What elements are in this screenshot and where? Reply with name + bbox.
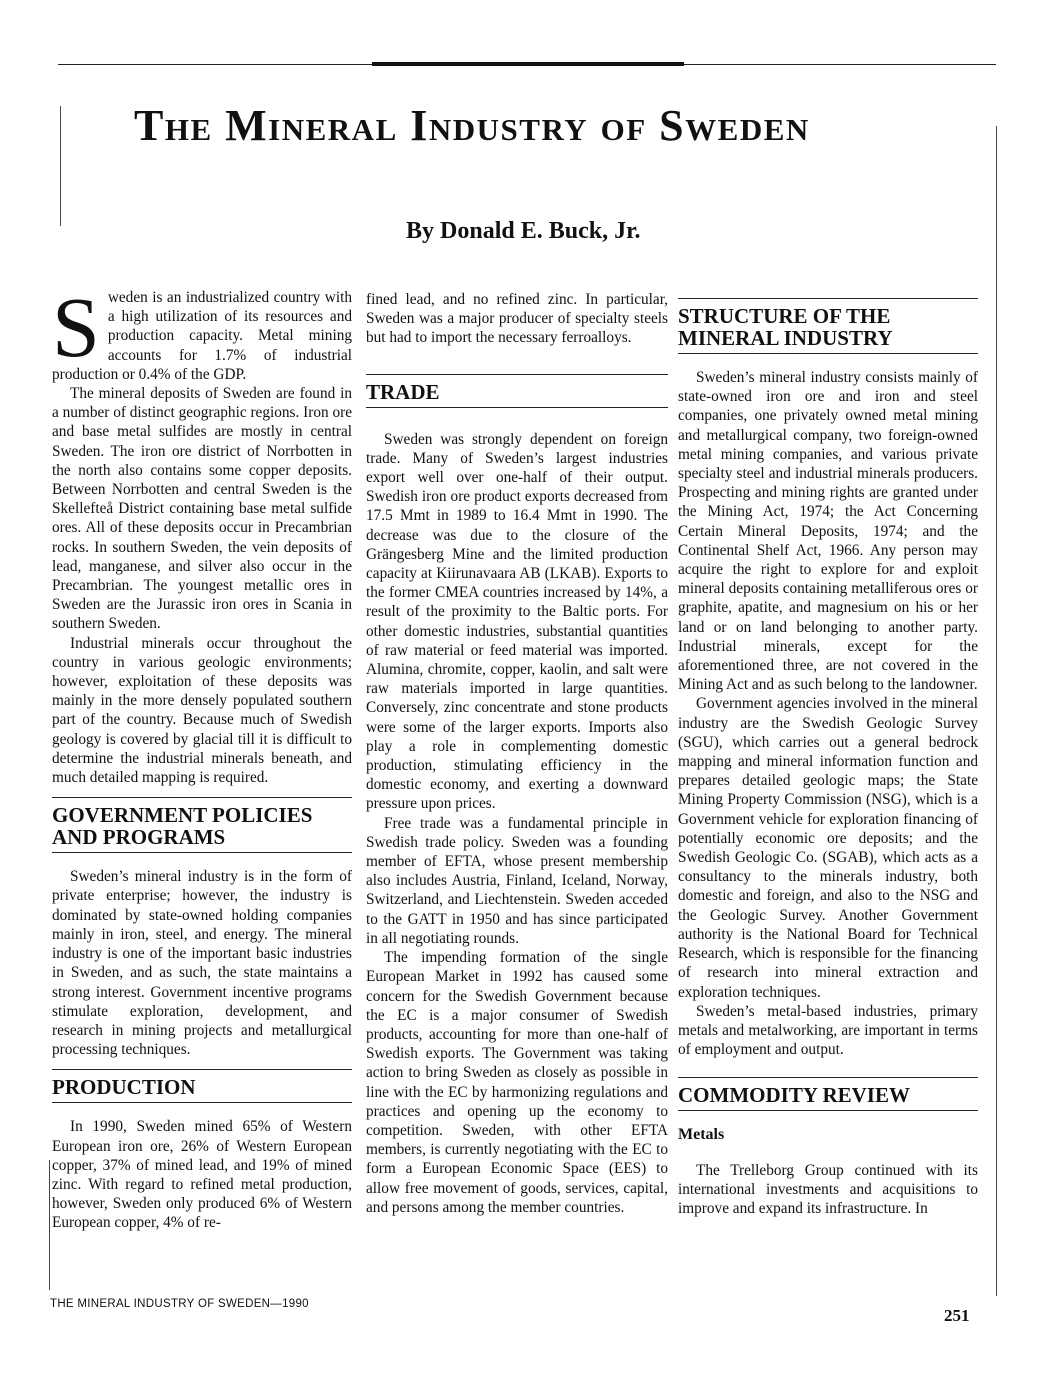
author-byline: By Donald E. Buck, Jr. (406, 218, 641, 244)
section-header-government: GOVERNMENT POLICIES AND PROGRAMS (52, 797, 352, 853)
paragraph: Industrial minerals occur throughout the country in various geologic environments; however, exploitation of these deposits was mainly in the more densely populated southern part of the country. Because much of Swedish geology is covered by glacial till it is difficult to determine the industrial minerals beneath, and much detailed mapping is required. (52, 634, 352, 787)
column-2 (366, 290, 668, 1217)
paragraph: The Trelleborg Group continued with its international investments and acquisitions to improve and expand its infrastructure. In (678, 1161, 978, 1217)
paragraph: Sweden’s metal-based industries, primary metals and metalworking, are important in terms of employment and output. (678, 1002, 978, 1059)
paragraph: Sweden was strongly dependent on foreign trade. Many of Sweden’s largest industries export well over one-half of their output. Swedish iron ore product exports decreased from 17.5 Mmt in 1989 to 16.4 Mmt in 1990. The decrease was due to the closure of the Grängesberg Mine and the limited production capacity at Kiirunavaara AB (LKAB). Exports to the former CMEA countries increased by 14%, a result of the proximity to the Baltic ports. For other domestic industries, substantial quantities of raw material or feed material was imported. Alumina, chromite, copper, kaolin, and salt were raw materials imported in large quantities. Conversely, zinc concentrate and stone products were some of the larger exports. Imports also play a role in complementing domestic production, stimulating efficiency in the domestic economy, and exerting a downward pressure upon prices. (366, 430, 668, 813)
page-number: 251 (944, 1306, 970, 1325)
subheading-metals: Metals (678, 1126, 725, 1144)
left-margin-line (60, 106, 61, 226)
paragraph: Sweden’s mineral industry is in the form of private enterprise; however, the industry is dominated by state-owned holding companies mainly in iron, steel, and energy. The mineral industry is one of the important basic industries in Sweden, and as such, the state maintains a strong interest. Government incentive programs stimulate exploration, development, and research in mining projects and metallurgical processing techniques. (52, 868, 352, 1059)
paragraph: fined lead, and no refined zinc. In particular, Sweden was a major producer of specialty steels but had to import the necessary ferroalloys. (366, 291, 668, 347)
paragraph: Government agencies involved in the mineral industry are the Swedish Geologic Survey (SGU), which carries out a general bedrock mapping and mineral information function and prepares detailed geologic maps; the State Mining Property Commission (NSG), which is a Government vehicle for exploration financing of potentially economic ore deposits; and the Swedish Geologic Co. (SGAB), which acts as a consultancy to the minerals industry, both domestic and foreign, and also to the NSG and the Geologic Survey. Another Government authority is the National Board for Technical Research, which is responsible for the financing of research into mineral extraction and exploration techniques. (678, 695, 978, 1001)
top-rule-accent (372, 62, 684, 66)
paragraph: In 1990, Sweden mined 65% of Western European iron ore, 26% of Western European copper, 37% of mined lead, and 19% of mined zinc. With regard to refined metal production, however, Sweden only produced 6% of Western European copper, 4% of re- (52, 1118, 352, 1232)
paragraph: Sweden’s mineral industry consists mainly of state-owned iron ore and iron and steel companies, one privately owned metal mining and metallurgical company, two foreign-owned metal mining companies, and various private specialty steel and industrial minerals producers. Prospecting and mining rights are granted under the Mining Act, 1974; the Act Concerning Certain Mineral Deposits, 1974; and the Continental Shelf Act, 1966. Any person may acquire the right to explore for and exploit mineral deposits containing metalliferous ores or graphite, apatite, and magnesium on his or her land or on land belonging to another party. Industrial minerals, except for the aforementioned three, are not covered in the Mining Act and as such belong to the landowner. (678, 369, 978, 694)
column-1 (52, 279, 352, 1233)
paragraph: The impending formation of the single European Market in 1992 has caused some concern for the Swedish Government because the EC is a major consumer of Swedish products, accounting for more than one-half of Swedish exports. The Government was taking action to bring Sweden as closely as possible in line with the EC by harmonizing regulations and practices and opening up the economy to competition. Sweden, with other EFTA members, is currently negotiating with the EC to form a European Economic Space (EES) to allow free movement of goods, services, capital, and persons among the member countries. (366, 949, 668, 1216)
running-footer: THE MINERAL INDUSTRY OF SWEDEN—1990 (50, 1298, 309, 1310)
paragraph: Free trade was a fundamental principle in Swedish trade policy. Sweden was a founding member of EFTA, whose present membership also includes Austria, Finland, Iceland, Norway, Switzerland, and Liechtenstein. Sweden acceded to the GATT in 1950 and has since participated in all negotiating rounds. (366, 814, 668, 947)
intro-paragraph: Sweden is an industrialized country with a high utilization of its resources and production capacity. Metal mining accounts for 1.7% of industrial production or 0.4% of the GDP. (52, 279, 352, 383)
paragraph: The mineral deposits of Sweden are found in a number of distinct geographic regions. Iron ore and base metal sulfides are mostly in central Sweden. The iron ore district of Norrbotten in the north also contains some copper deposits. Between Norrbotten and central Sweden is the Skellefteå District containing base metal sulfide ores. All of these deposits occur in Precambrian rocks. In southern Sweden, the vein deposits of lead, manganese, and silver also occur in the Precambrian. The youngest metallic ores in Sweden are the Jurassic iron ores in Scania in southern Sweden. (52, 385, 352, 633)
column-3 (678, 294, 978, 1218)
page-title: The Mineral Industry of Sweden (134, 101, 810, 150)
drop-cap: S (52, 279, 100, 375)
section-header-production: PRODUCTION (52, 1069, 352, 1103)
section-header-structure: STRUCTURE OF THE MINERAL INDUSTRY (678, 298, 978, 354)
right-margin-line (996, 126, 997, 1296)
left-margin-line-lower (49, 1160, 50, 1290)
section-header-commodity: COMMODITY REVIEW (678, 1077, 978, 1111)
section-header-trade: TRADE (366, 374, 668, 408)
